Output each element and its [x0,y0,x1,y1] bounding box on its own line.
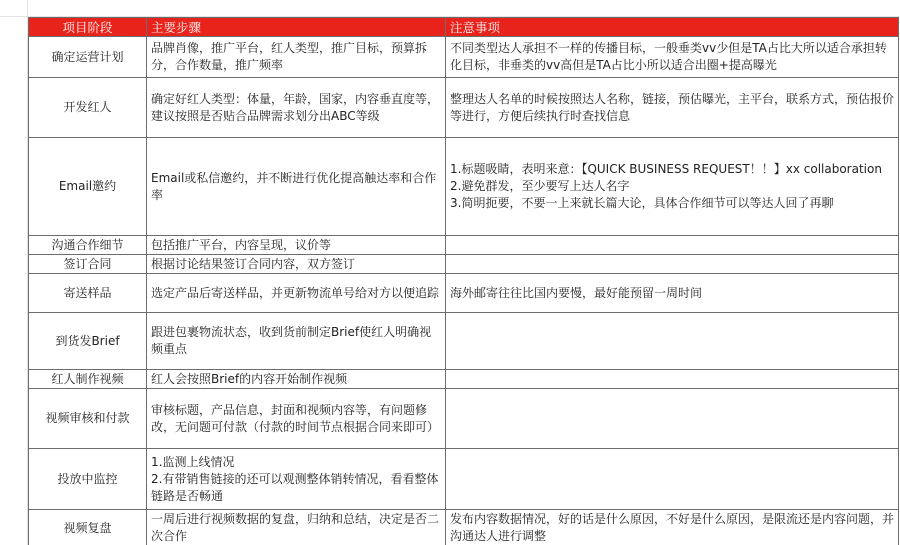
stage-cell[interactable]: 沟通合作细节 [29,236,147,255]
steps-cell[interactable]: 品牌肖像，推广平台，红人类型，推广目标，预算拆分，合作数量，推广频率 [147,37,446,78]
stage-cell[interactable]: 视频审核和付款 [29,389,147,449]
stage-cell[interactable]: 签订合同 [29,255,147,274]
table-row [29,449,899,510]
stage-cell[interactable]: 视频复盘 [29,510,147,545]
steps-cell[interactable]: 1.监测上线情况 2.有带销售链接的还可以观测整体销转情况，看看整体链路是否畅通 [147,449,446,510]
steps-cell[interactable]: 一周后进行视频数据的复盘，归纳和总结，决定是否二次合作 [147,510,446,545]
table-row [29,274,899,313]
table-row [29,138,899,236]
stage-cell[interactable]: Email邀约 [29,138,147,236]
table-row [29,78,899,138]
steps-cell[interactable]: 红人会按照Brief的内容开始制作视频 [147,370,446,389]
steps-cell[interactable]: 包括推广平台，内容呈现，议价等 [147,236,446,255]
table-row [29,389,899,449]
steps-cell[interactable]: 审核标题，产品信息，封面和视频内容等，有问题修改，无问题可付款（付款的时间节点根据合同来即可） [147,389,446,449]
notes-cell[interactable]: 发布内容数据情况，好的话是什么原因，不好是什么原因，是限流还是内容问题，并沟通达人进行调整 [446,510,899,545]
table-row [29,370,899,389]
notes-cell[interactable] [446,255,899,274]
steps-cell[interactable]: 确定好红人类型：体量，年龄，国家，内容垂直度等，建议按照是否贴合品牌需求划分出ABC等级 [147,78,446,138]
stage-cell[interactable]: 确定运营计划 [29,37,147,78]
column-header-stage[interactable]: 项目阶段 [29,18,147,37]
stage-cell[interactable]: 寄送样品 [29,274,147,313]
notes-cell[interactable] [446,389,899,449]
notes-cell[interactable]: 整理达人名单的时候按照达人名称，链接，预估曝光，主平台，联系方式，预估报价等进行，方便后续执行时查找信息 [446,78,899,138]
notes-cell[interactable]: 1.标题吸睛，表明来意：【QUICK BUSINESS REQUEST！！】xx collaboration 2.避免群发，至少要写上达人名字 3.简明扼要，不要一上来就长篇大论，具体合作细节可以等达人回了再聊 [446,138,899,236]
stage-cell[interactable]: 开发红人 [29,78,147,138]
steps-cell[interactable]: 跟进包裹物流状态，收到货前制定Brief使红人明确视频重点 [147,313,446,370]
column-header-notes[interactable]: 注意事项 [446,18,899,37]
table-row [29,37,899,78]
header-row [29,18,899,37]
steps-cell[interactable]: 选定产品后寄送样品，并更新物流单号给对方以便追踪 [147,274,446,313]
column-header-steps[interactable]: 主要步骤 [147,18,446,37]
table-row [29,255,899,274]
campaign-plan-table [28,17,899,545]
notes-cell[interactable] [446,313,899,370]
table-row [29,236,899,255]
notes-cell[interactable] [446,236,899,255]
table-row [29,313,899,370]
stage-cell[interactable]: 红人制作视频 [29,370,147,389]
steps-cell[interactable]: Email或私信邀约，并不断进行优化提高触达率和合作率 [147,138,446,236]
table-row [29,510,899,545]
notes-cell[interactable] [446,370,899,389]
notes-cell[interactable]: 海外邮寄往往比国内要慢，最好能预留一周时间 [446,274,899,313]
steps-cell[interactable]: 根据讨论结果签订合同内容，双方签订 [147,255,446,274]
notes-cell[interactable] [446,449,899,510]
stage-cell[interactable]: 到货发Brief [29,313,147,370]
notes-cell[interactable]: 不同类型达人承担不一样的传播目标，一般垂类vv少但是TA占比大所以适合承担转化目标，非垂类的vv高但是TA占比小所以适合出圈+提高曝光 [446,37,899,78]
stage-cell[interactable]: 投放中监控 [29,449,147,510]
